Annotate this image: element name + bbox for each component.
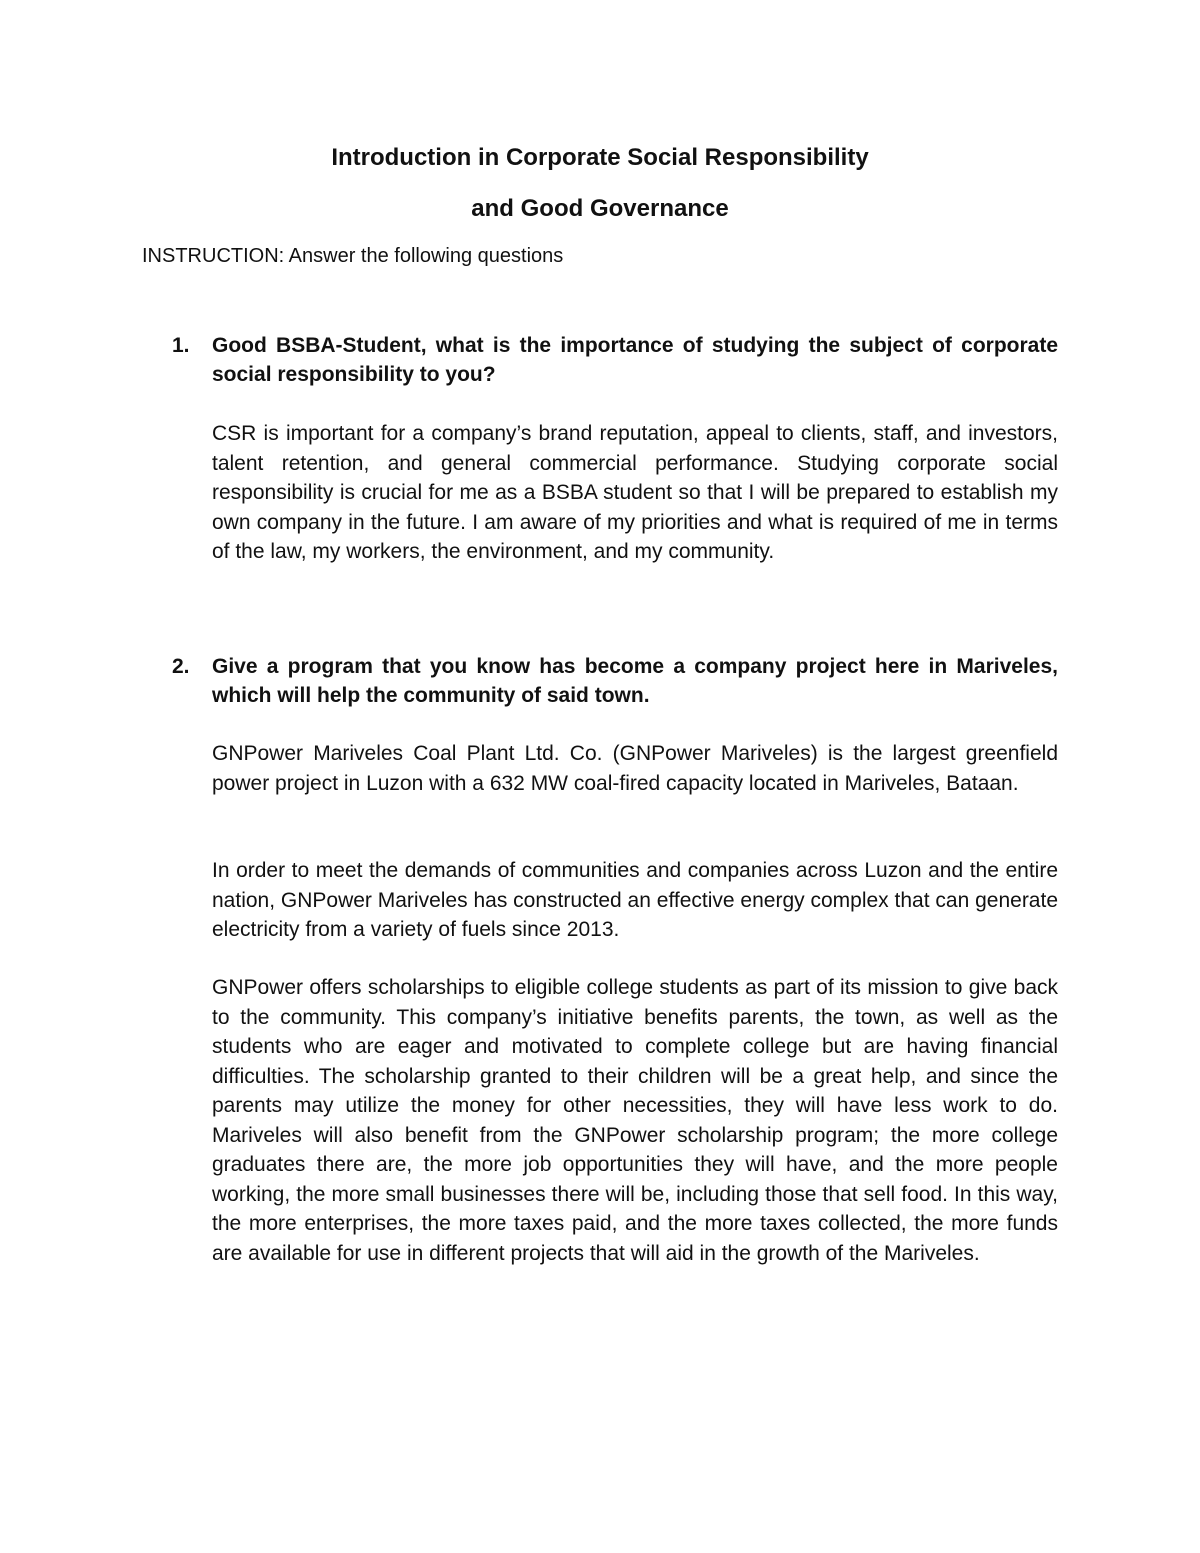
answer-2-paragraph-1: GNPower Mariveles Coal Plant Ltd. Co. (GNPower Mariveles) is the largest greenfield power project in Luzon with a 632 MW coal-fired capacity located in Mariveles, Bataan. [212, 742, 1058, 795]
answer-1-paragraph: CSR is important for a company’s brand reputation, appeal to clients, staff, and investors, talent retention, and general commercial performance. Studying corporate social responsibility is crucial for me as a BSBA student so that I will be prepared to establish my own company in the future. I am aware of my priorities and what is required of me in terms of the law, my workers, the environment, and my community. [212, 422, 1058, 563]
document-title-line-1: Introduction in Corporate Social Responsibility [331, 144, 869, 171]
answer-2-paragraph-2: In order to meet the demands of communities and companies across Luzon and the entire nation, GNPower Mariveles has constructed an effective energy complex that can generate electricity from a variety of fuels since 2013. [212, 859, 1058, 941]
question-1-number: 1. [172, 334, 190, 357]
answer-2-paragraph-3: GNPower offers scholarships to eligible college students as part of its mission to give back to the community. This company’s initiative benefits parents, the town, as well as the students who are eager and motivated to complete college but are having financial difficulties. The scholarship granted to their children will be a great help, and since the parents may utilize the money for other necessities, they will have less work to do. Mariveles will also benefit from the GNPower scholarship program; the more college graduates there are, the more job opportunities they will have, and the more people working, the more small businesses there will be, including those that sell food. In this way, the more enterprises, the more taxes paid, and the more taxes collected, the more funds are available for use in different projects that will aid in the growth of the Mariveles. [212, 976, 1058, 1265]
question-1-text: Good BSBA-Student, what is the importance of studying the subject of corporate social responsibility to you? [212, 334, 1058, 386]
instruction-text: INSTRUCTION: Answer the following questions [142, 245, 564, 267]
question-2-text: Give a program that you know has become a company project here in Mariveles, which will help the community of said town. [212, 655, 1058, 707]
document-title-line-2: and Good Governance [471, 195, 729, 222]
question-2-number: 2. [172, 655, 190, 678]
